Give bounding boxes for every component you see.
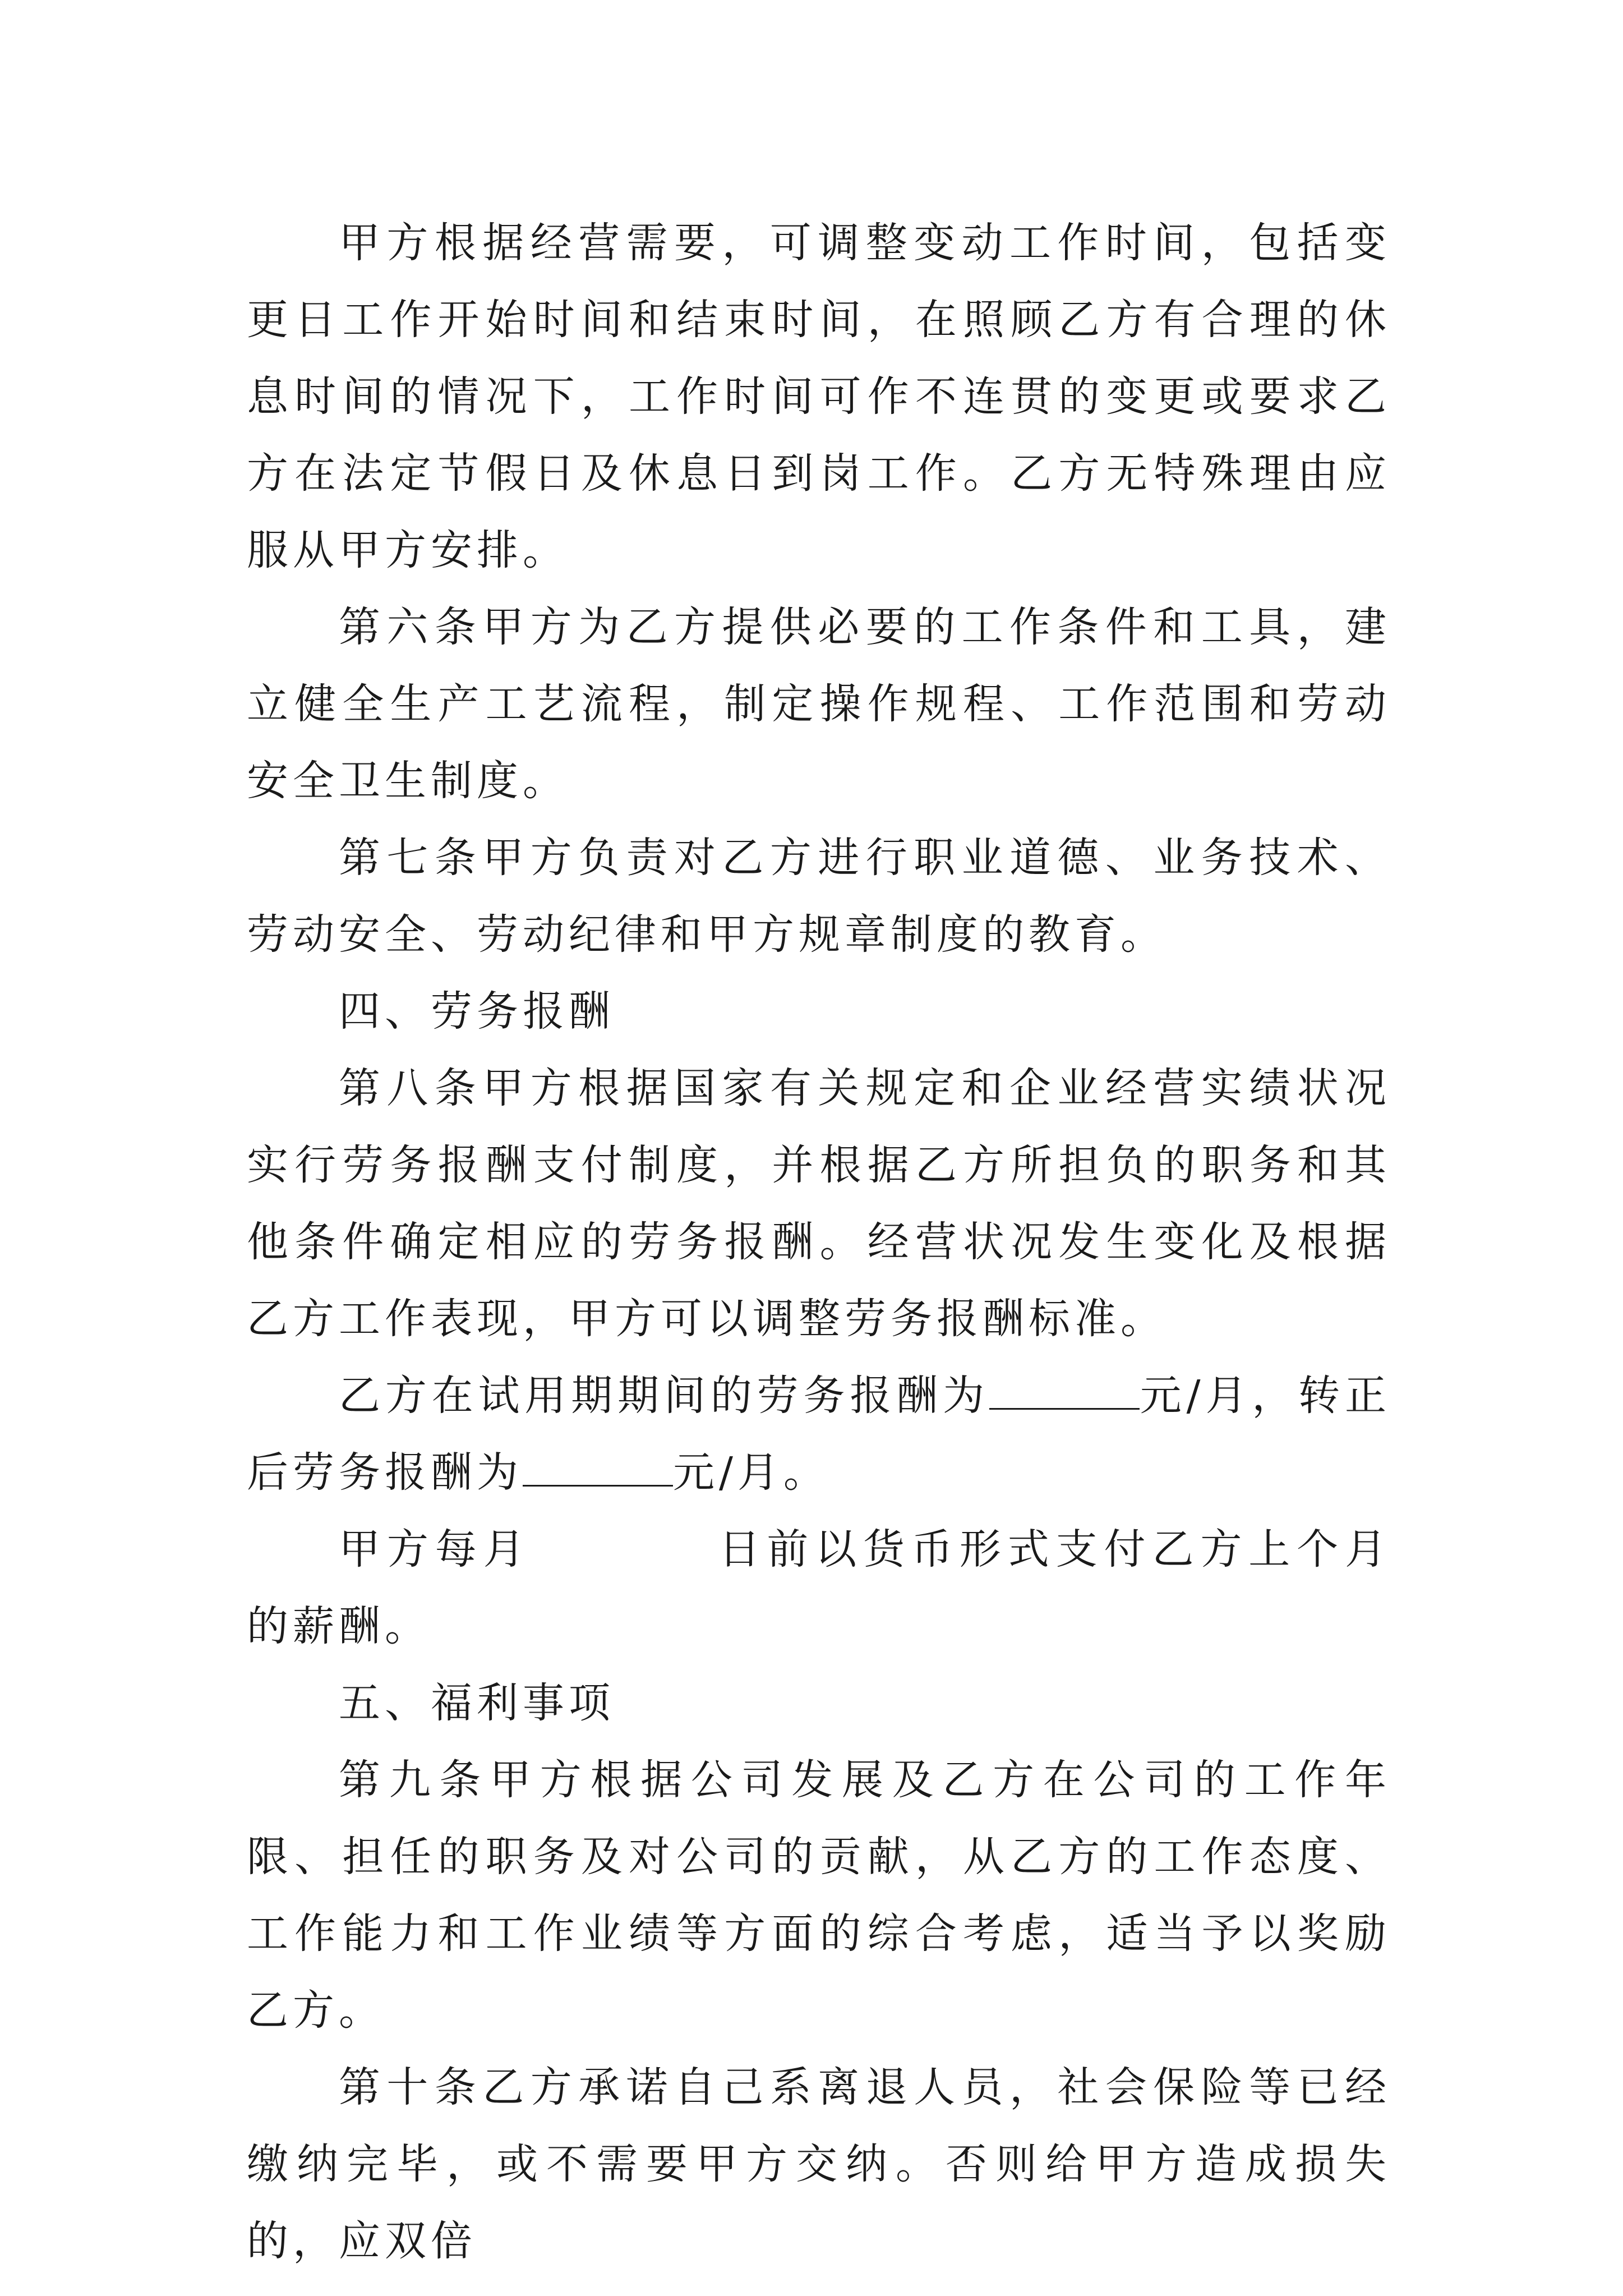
paragraph-article-9: 第九条甲方根据公司发展及乙方在公司的工作年限、担任的职务及对公司的贡献，从乙方的工作态度、工作能力和工作业绩等方面的综合考虑，适当予以奖励乙方。 xyxy=(247,1756,1391,2035)
section-heading-remuneration: 四、劳务报酬 xyxy=(339,987,615,1036)
probation-salary-blank[interactable] xyxy=(989,1374,1140,1410)
regular-salary-blank[interactable] xyxy=(523,1451,673,1487)
paragraph-work-time: 甲方根据经营需要，可调整变动工作时间，包括变更日工作开始时间和结束时间，在照顾乙方有合理的休息时间的情况下，工作时间可作不连贯的变更或要求乙方在法定节假日及休息日到岗工作。乙方无特殊理由应服从甲方安排。 xyxy=(247,219,1391,574)
salary-text-1: 乙方在试用期期间的劳务报酬为 xyxy=(339,1372,989,1420)
payday-text-2: 日前以货币形式支付乙方上个月的薪酬。 xyxy=(247,1525,1391,1650)
paragraph-article-10: 第十条乙方承诺自己系离退人员，社会保险等已经缴纳完毕，或不需要甲方交纳。否则给甲方造成损失的，应双倍 xyxy=(247,2063,1391,2265)
paragraph-article-7: 第七条甲方负责对乙方进行职业道德、业务技术、劳动安全、劳动纪律和甲方规章制度的教育。 xyxy=(247,834,1391,959)
paragraph-article-8: 第八条甲方根据国家有关规定和企业经营实绩状况实行劳务报酬支付制度，并根据乙方所担负的职务和其他条件确定相应的劳务报酬。经营状况发生变化及根据乙方工作表现，甲方可以调整劳务报酬标准。 xyxy=(247,1064,1391,1343)
section-heading-welfare: 五、福利事项 xyxy=(339,1679,615,1727)
document-body xyxy=(247,205,1391,2280)
salary-text-3: 元/月。 xyxy=(673,1448,829,1497)
payday-text-1: 甲方每月 xyxy=(339,1525,532,1573)
salary-text-2: 元/月，转正后劳务报酬为 xyxy=(247,1372,1391,1497)
paragraph-salary-clause xyxy=(247,1358,1391,1511)
paragraph-article-6: 第六条甲方为乙方提供必要的工作条件和工具，建立健全生产工艺流程，制定操作规程、工作范围和劳动安全卫生制度。 xyxy=(247,603,1391,805)
paragraph-payday-clause xyxy=(247,1511,1391,1665)
